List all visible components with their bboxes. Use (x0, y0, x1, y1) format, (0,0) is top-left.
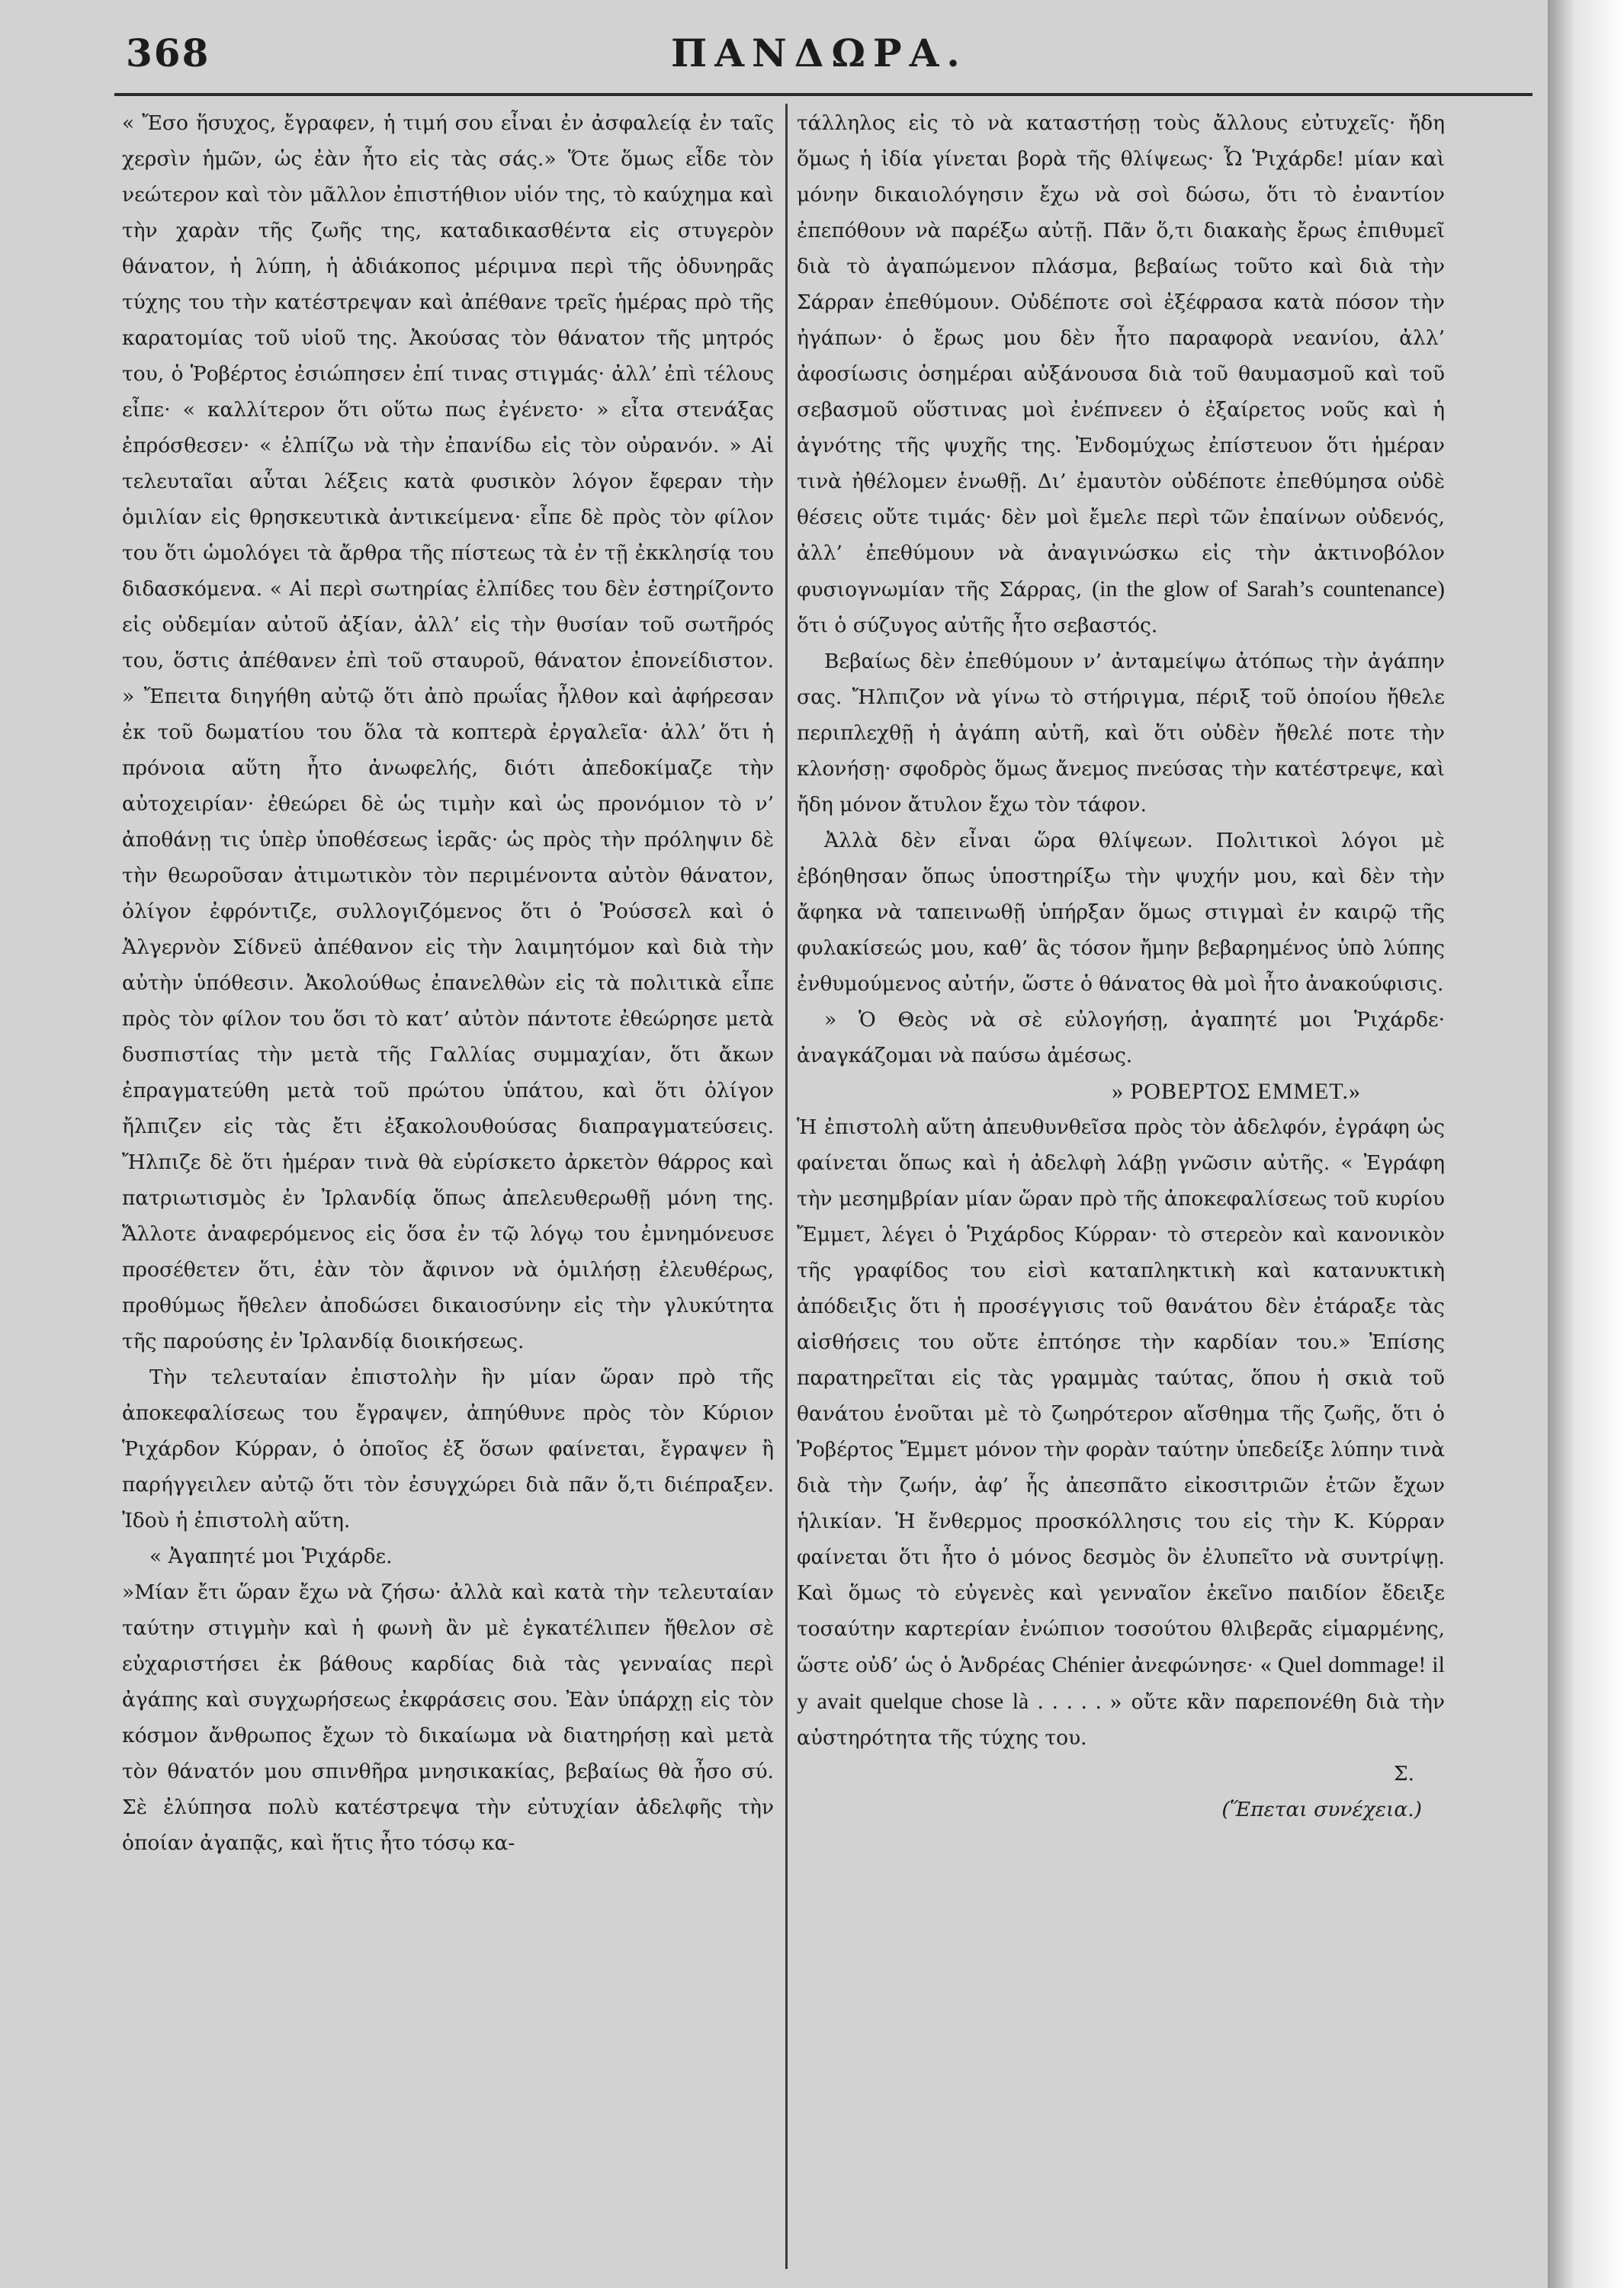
header-rule (114, 93, 1533, 96)
running-head: ΠΑΝΔΩΡΑ. (671, 30, 968, 75)
text-run: οὔτε κἂν παρεπονέθη διὰ τὴν αὐστηρότητα τῆς τύχης του. (797, 1690, 1445, 1750)
paragraph: Τὴν τελευταίαν ἐπιστολὴν ἣν μίαν ὥραν πρὸ τῆς ἀποκεφαλίσεως του ἔγραψεν, ἀπηύθυνε πρὸς τὸν Κύριον Ῥιχάρδον Κύρραν, ὁ ὁποῖος ἐξ ὅσων φαίνεται, ἔγραψεν ἢ παρήγγειλεν αὐτῷ ὅτι τὸν ἐσυγχώρει διὰ πᾶν ὅ,τι διέπραξεν. Ἰδοὺ ἡ ἐπιστολὴ αὕτη. (122, 1365, 774, 1532)
paragraph: « Ἔσο ἥσυχος, ἔγραφεν, ἡ τιμή σου εἶναι ἐν ἀσφαλείᾳ ἐν ταῖς χερσὶν ἡμῶν, ὡς ἐὰν ἦτο εἰς τὰς σάς.» Ὅτε ὅμως εἶδε τὸν νεώτερον καὶ τὸν μᾶλλον ἐπιστήθιον υἱόν της, τὸ καύχημα καὶ τὴν χαρὰν τῆς ζωῆς της, καταδικασθέντα εἰς στυγερὸν θάνατον, ἡ λύπη, ἡ ἀδιάκοπος μέριμνα περὶ τῆς ὀδυνηρᾶς τύχης του τὴν κατέστρεψαν καὶ ἀπέθανε τρεῖς ἡμέρας πρὸ τῆς καρατομίας τοῦ υἱοῦ της. Ἀκούσας τὸν θάνατον τῆς μητρός του, ὁ Ῥοβέρτος ἐσιώπησεν ἐπί τινας στιγμάς· ἀλλ’ ἐπὶ τέλους εἶπε· « καλλίτερον ὅτι οὕτω πως ἐγένετο· » εἶτα στενάξας ἐπρόσθεσεν· « ἐλπίζω νὰ τὴν ἐπανίδω εἰς τὸν οὐρανόν. » Αἱ τελευταῖαι αὗται λέξεις κατὰ φυσικὸν λόγον ἔφεραν τὴν ὁμιλίαν εἰς θρησκευτικὰ ἀντικείμενα· εἶπε δὲ πρὸς τὸν φίλον του ὅτι ὡμολόγει τὰ ἄρθρα τῆς πίστεως τὰ ἐν τῇ ἐκκλησίᾳ του διδασκόμενα. « Αἱ περὶ σωτηρίας ἐλπίδες του δὲν ἐστηρίζοντο εἰς οὐδεμίαν αὐτοῦ ἀξίαν, ἀλλ’ εἰς τὴν θυσίαν τοῦ σωτῆρός του, ὅστις ἀπέθανεν ἐπὶ τοῦ σταυροῦ, θάνατον ἐπονείδιστον. » Ἔπειτα διηγήθη αὐτῷ ὅτι ἀπὸ πρωΐας ἦλθον καὶ ἀφήρεσαν ἐκ τοῦ δωματίου του ὅλα τὰ κοπτερὰ ἐργαλεῖα· ἀλλ’ ὅτι ἡ πρόνοια αὕτη ἦτο ἀνωφελής, διότι ἀπεδοκίμαζε τὴν αὐτοχειρίαν· ἐθεώρει δὲ ὡς τιμὴν καὶ ὡς προνόμιον τὸ ν’ ἀποθάνῃ τις ὑπὲρ ὑποθέσεως ἱερᾶς· ὡς πρὸς τὴν πρόληψιν δὲ τὴν θεωροῦσαν ἀτιμωτικὸν τὸν περιμένοντα αὐτὸν θάνατον, ὀλίγον ἐφρόντιζε, συλλογιζόμενος ὅτι ὁ Ῥούσσελ καὶ ὁ Ἀλγερνὸν Σίδνεϋ ἀπέθανον εἰς τὴν λαιμητόμον καὶ διὰ τὴν αὐτὴν ὑπόθεσιν. Ἀκολούθως ἐπανελθὼν εἰς τὰ πολιτικὰ εἶπε πρὸς τὸν φίλον του ὅσι τὸ κατ’ αὐτὸν πάντοτε ἐθεώρησε μετὰ δυσπιστίας τὴν μετὰ τῆς Γαλλίας συμμαχίαν, ὅτι ἄκων ἐπραγματεύθη μετὰ τοῦ πρώτου ὑπάτου, καὶ ὅτι ὀλίγον ἤλπιζεν εἰς τὰς ἔτι ἐξακολουθούσας διαπραγματεύσεις. Ἤλπιζε δὲ ὅτι ἡμέραν τινὰ θὰ εὑρίσκετο ἀρκετὸν θάρρος καὶ πατριωτισμὸς ἐν Ἰρλανδίᾳ ὅπως ἀπελευθερωθῇ μόνη της. Ἄλλοτε ἀναφερόμενος εἰς ὅσα ἐν τῷ λόγῳ του ἐμνημόνευσε προσέθετεν ὅτι, ἐὰν τὸν ἄφινον νὰ ὁμιλήσῃ ἐλευθέρως, προθύμως ἤθελεν ἀποδώσει δικαιοσύνην εἰς τὴν γλυκύτητα τῆς παρούσης ἐν Ἰρλανδίᾳ διοικήσεως. (122, 111, 774, 1353)
column-divider (785, 104, 788, 2269)
letter-salutation: « Ἀγαπητέ μοι Ῥιχάρδε. (149, 1545, 393, 1568)
french-quote: « Quel dommage! il y avait quelque chose là . . . . . » (797, 1652, 1445, 1714)
paragraph (797, 105, 1445, 643)
page-edge (1548, 0, 1624, 2288)
paragraph: Ἀλλὰ δὲν εἶναι ὥρα θλίψεων. Πολιτικοὶ λόγοι μὲ ἐβόηθησαν ὅπως ὑποστηρίξω τὴν ψυχήν μου, καὶ δὲν τὴν ἄφηκα νὰ ταπεινωθῇ ὑπήρξαν ὅμως στιγμαὶ ἐν καιρῷ τῆς φυλακίσεώς μου, καθ’ ἃς τόσον ἤμην βεβαρημένος ὑπὸ λύπης ἐνθυμούμενος αὐτήν, ὥστε ὁ θάνατος θὰ μοὶ ἦτο ἀνακούφισις. (797, 829, 1445, 996)
page-number: 368 (126, 30, 210, 75)
author-initial: Σ. (1393, 1762, 1414, 1786)
paragraph (797, 1109, 1445, 1756)
right-column (797, 105, 1445, 1828)
text-run: ἀνεφώνησε· (1131, 1654, 1253, 1677)
text-run: Ἡ ἐπιστολὴ αὕτη ἀπευθυνθεῖσα πρὸς τὸν ἀδελφόν, ἐγράφη ὡς φαίνεται ὅπως καὶ ἡ ἀδελφὴ λάβῃ γνῶσιν αὐτῆς. « Ἐγράφη τὴν μεσημβρίαν μίαν ὥραν πρὸ τῆς ἀποκεφαλίσεως τοῦ κυρίου Ἔμμετ, λέγει ὁ Ῥιχάρδος Κύρραν· τὸ στερεὸν καὶ κανονικὸν τῆς γραφίδος του εἰσὶ καταπληκτικὴ καὶ κατανυκτικὴ ἀπόδειξις ὅτι ἡ προσέγγισις τοῦ θανάτου δὲν ἐτάραξε τὰς αἰσθήσεις του οὔτε ἐπτόησε τὴν καρδίαν του.» Ἐπίσης παρατηρεῖται εἰς τὰς γραμμὰς ταύτας, ὅπου ἡ σκιὰ τοῦ θανάτου ἑνοῦται μὲ τὸ ζωηρότερον αἴσθημα τῆς ζωῆς, ὅτι ὁ Ῥοβέρτος Ἔμμετ μόνον τὴν φορὰν ταύτην ὑπεδείξε λύπην τινὰ διὰ τὴν ζωήν, ἀφ’ ἧς ἀπεσπᾶτο εἰκοσιτριῶν ἐτῶν ἔχων ἡλικίαν. Ἡ ἔνθερμος προσκόλλησις του εἰς τὴν Κ. Κύρραν φαίνεται ὅτι ἦτο ὁ μόνος δεσμὸς ὃν ἐλυπεῖτο νὰ συντρίψῃ. Καὶ ὅμως τὸ εὐγενὲς καὶ γενναῖον ἐκεῖνο παιδίον ἔδειξε τοσαύτην καρτερίαν ἐνώπιον τοσούτου θλιβερᾶς εἱμαρμένης, ὥστε οὐδ’ ὡς ὁ Ἀνδρέας (797, 1115, 1445, 1677)
english-phrase: (in the glow of Sarah’s countenance) (1092, 576, 1445, 602)
foreign-name: Chénier (1051, 1652, 1125, 1677)
text-run: τάλληλος εἰς τὸ νὰ καταστήσῃ τοὺς ἄλλους εὐτυχεῖς· ἤδη ὅμως ἡ ἰδία γίνεται βορὰ τῆς θλίψεως· Ὦ Ῥιχάρδε! μίαν καὶ μόνην δικαιολόγησιν ἔχω νὰ σοὶ δώσω, ὅτι τὸ ἐναντίον ἐπεπόθουν νὰ παρέξω αὐτῇ. Πᾶν ὅ,τι διακαὴς ἔρως ἐπιθυμεῖ διὰ τὸ ἀγαπώμενον πλάσμα, βεβαίως τοῦτο καὶ διὰ τὴν Σάρραν ἐπεθύμουν. Οὐδέποτε σοὶ ἐξέφρασα κατὰ πόσον τὴν ἠγάπων· ὁ ἔρως μου δὲν ἦτο παραφορὰ νεανίου, ἀλλ’ ἀφοσίωσις ὁσημέραι αὐξάνουσα διὰ τοῦ θαυμασμοῦ καὶ τοῦ σεβασμοῦ οὕστινας μοὶ ἐνέπνεεν ὁ ἐξαίρετος νοῦς καὶ ἡ ἀγνότης τῆς ψυχῆς της. Ἐνδομύχως ἐπίστευον ὅτι ἡμέραν τινὰ ἠθέλομεν ἑνωθῇ. Δι’ ἐμαυτὸν οὐδέποτε ἐπεθύμησα οὐδὲ θέσεις οὔτε τιμάς· δὲν μοὶ ἔμελε περὶ τῶν ἐπαίνων οὐδενός, ἀλλ’ ἐπεθύμουν νὰ ἀναγινώσκω εἰς τὴν ἀκτινοβόλον φυσιογνωμίαν τῆς Σάρρας, (797, 111, 1445, 602)
text-run: ὅτι ὁ σύζυγος αὐτῆς ἦτο σεβαστός. (797, 614, 1158, 637)
letter-signature: » ΡΟΒΕΡΤΟΣ ΕΜΜΕΤ.» (1112, 1079, 1361, 1104)
paragraph: »Μίαν ἔτι ὥραν ἔχω νὰ ζήσω· ἀλλὰ καὶ κατὰ τὴν τελευταίαν ταύτην στιγμὴν καὶ ἡ φωνὴ ἂν μὲ ἐγκατέλιπεν ἤθελον σὲ εὐχαριστήσει ἐκ βάθους καρδίας διὰ τὰς γενναίας περὶ ἀγάπης καὶ συγχωρήσεως ἐκφράσεις σου. Ἐὰν ὑπάρχῃ εἰς τὸν κόσμον ἄνθρωπος ἔχων τὸ δικαίωμα νὰ διατηρήσῃ καὶ μετὰ τὸν θάνατόν μου σπινθῆρα μνησικακίας, βεβαίως θὰ ἦσο σύ. Σὲ ἐλύπησα πολὺ κατέστρεψα τὴν εὐτυχίαν ἀδελφῆς τὴν ὁποίαν ἀγαπᾷς, καὶ ἥτις ἦτο τόσῳ κα- (122, 1580, 774, 1855)
left-column (122, 105, 774, 1861)
continued-note: (Ἕπεται συνέχεια.) (1221, 1798, 1422, 1821)
paragraph: Βεβαίως δὲν ἐπεθύμουν ν’ ἀνταμείψω ἀτόπως τὴν ἀγάπην σας. Ἤλπιζον νὰ γίνω τὸ στήριγμα, πέριξ τοῦ ὁποίου ἤθελε περιπλεχθῇ ἡ ἀγάπη αὐτῆ, καὶ ὅτι οὐδὲν ἤθελέ ποτε τὴν κλονήσῃ· σφοδρὸς ὅμως ἄνεμος πνεύσας τὴν κατέστρεψε, καὶ ἤδη μόνον ἄτυλον ἔχω τὸν τάφον. (797, 650, 1445, 817)
paragraph: » Ὁ Θεὸς νὰ σὲ εὐλογήσῃ, ἀγαπητέ μοι Ῥιχάρδε· ἀναγκάζομαι νὰ παύσω ἀμέσως. (797, 1008, 1445, 1067)
